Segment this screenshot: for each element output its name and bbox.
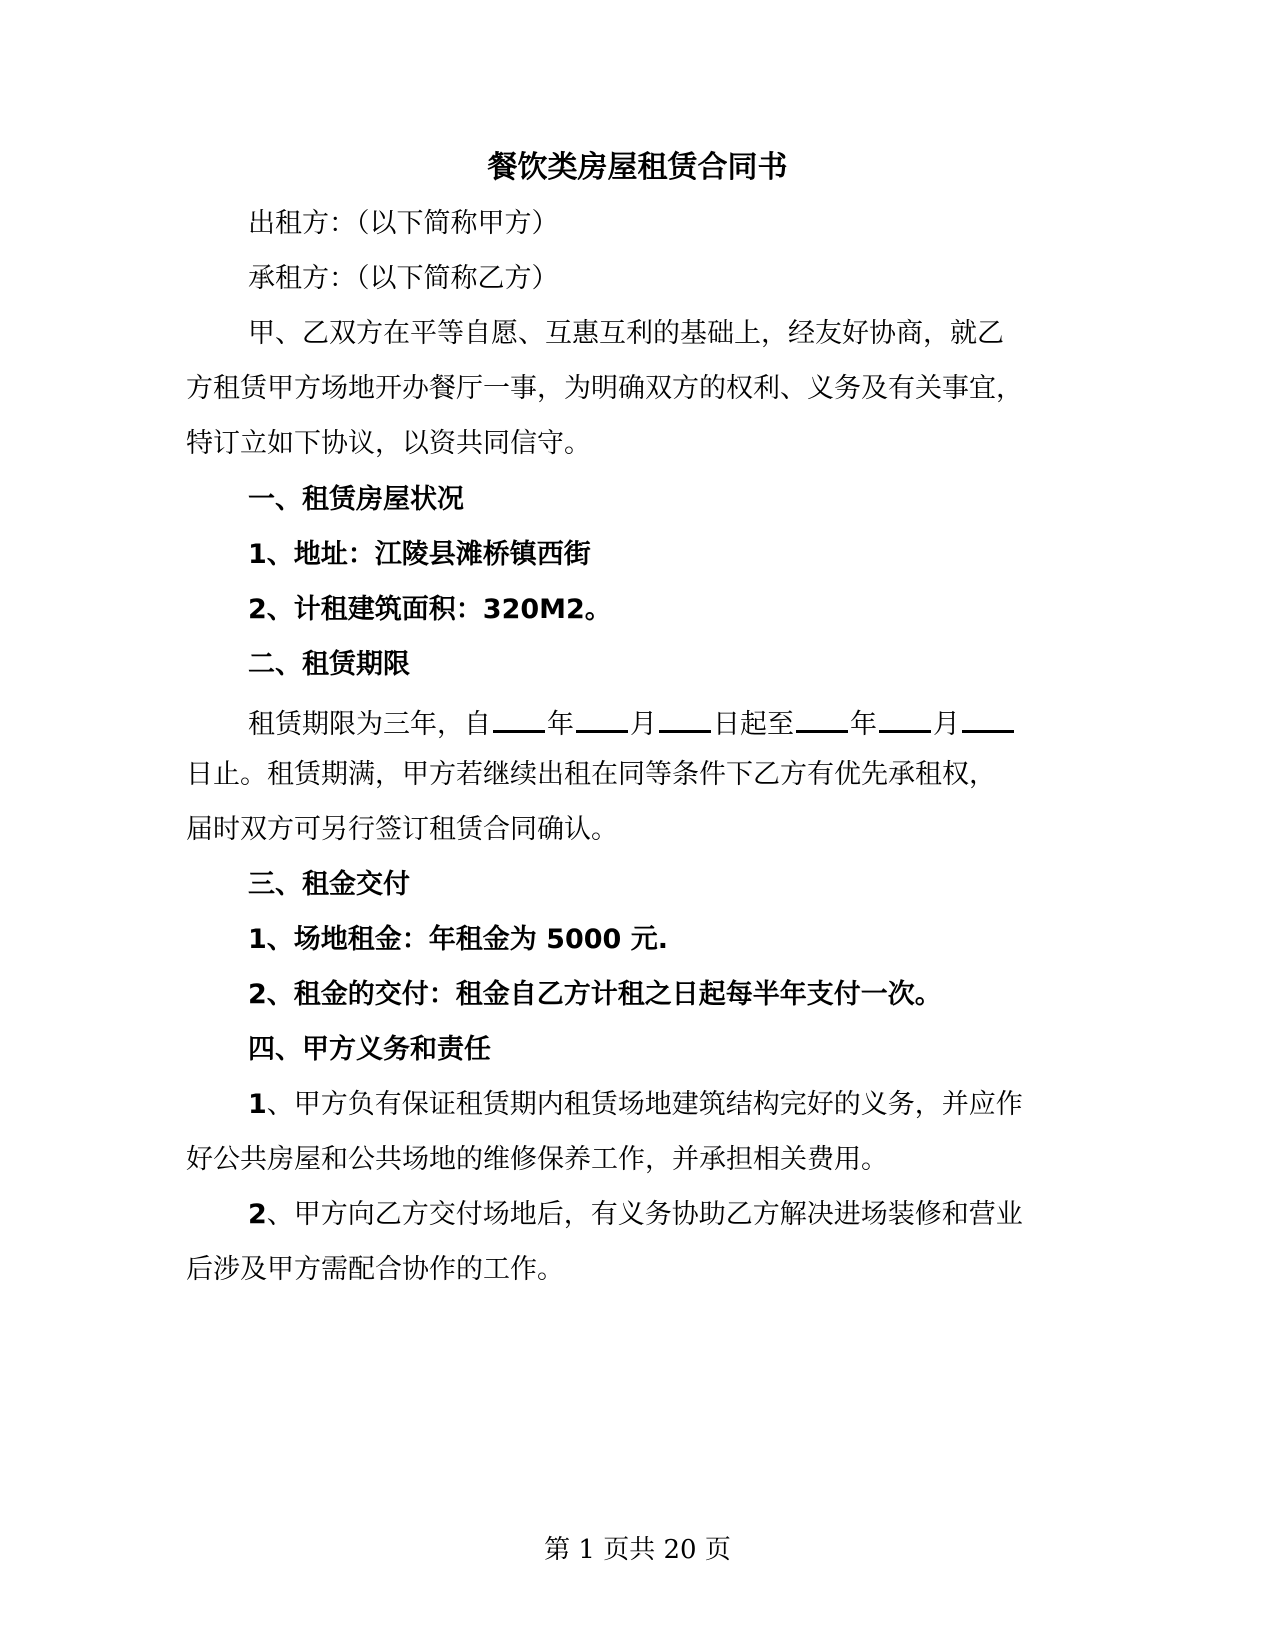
intro-line-1: 甲、乙双方在平等自愿、互惠互利的基础上，经友好协商，就乙 [248, 318, 1004, 349]
section4-item2-line1 [248, 1195, 1023, 1235]
term-text-start: 租赁期限为三年，自 [248, 709, 491, 740]
section1-item2: 2、计租建筑面积：320M2。 [248, 594, 612, 625]
section4-item1-line2: 好公共房屋和公共场地的维修保养工作，并承担相关费用。 [186, 1144, 888, 1175]
section4-item1-line1 [248, 1085, 1023, 1125]
section1-heading: 一、租赁房屋状况 [248, 484, 464, 515]
section4-item2-line2: 后涉及甲方需配合协作的工作。 [186, 1254, 564, 1285]
lessor-line: 出租方：（以下简称甲方） [248, 208, 559, 239]
blank-field [962, 700, 1014, 733]
document-title: 餐饮类房屋租赁合同书 [487, 150, 788, 185]
term-year: 年 [547, 709, 574, 740]
term-month: 月 [630, 709, 657, 740]
blank-field [796, 700, 848, 733]
section2-heading: 二、租赁期限 [248, 649, 410, 680]
blank-field [493, 700, 545, 733]
term-month-end: 月 [933, 709, 960, 740]
page-number-footer: 第 1 页共 20 页 [544, 1535, 731, 1565]
section3-heading: 三、租金交付 [248, 869, 410, 900]
lessee-line: 承租方：（以下简称乙方） [248, 263, 559, 294]
blank-field [659, 700, 711, 733]
item-text: 、甲方向乙方交付场地后，有义务协助乙方解决进场装修和营业 [266, 1199, 1023, 1230]
section1-item1: 1、地址：江陵县滩桥镇西街 [248, 539, 591, 570]
term-line [248, 700, 1016, 745]
item-number: 1 [248, 1089, 267, 1120]
section4-heading: 四、甲方义务和责任 [248, 1034, 491, 1065]
intro-line-3: 特订立如下协议，以资共同信守。 [186, 428, 591, 459]
section3-item2: 2、租金的交付：租金自乙方计租之日起每半年支付一次。 [248, 979, 942, 1010]
term-line-2: 日止。租赁期满，甲方若继续出租在同等条件下乙方有优先承租权， [186, 759, 996, 790]
item-text: 、甲方负有保证租赁期内租赁场地建筑结构完好的义务，并应作 [266, 1089, 1023, 1120]
item-number: 2 [248, 1199, 267, 1230]
blank-field [879, 700, 931, 733]
intro-line-2: 方租赁甲方场地开办餐厅一事，为明确双方的权利、义务及有关事宜， [186, 373, 1023, 404]
term-day-from: 日起至 [713, 709, 794, 740]
term-year-end: 年 [850, 709, 877, 740]
section3-item1: 1、场地租金：年租金为 5000 元. [248, 924, 668, 955]
blank-field [576, 700, 628, 733]
term-line-3: 届时双方可另行签订租赁合同确认。 [186, 814, 618, 845]
